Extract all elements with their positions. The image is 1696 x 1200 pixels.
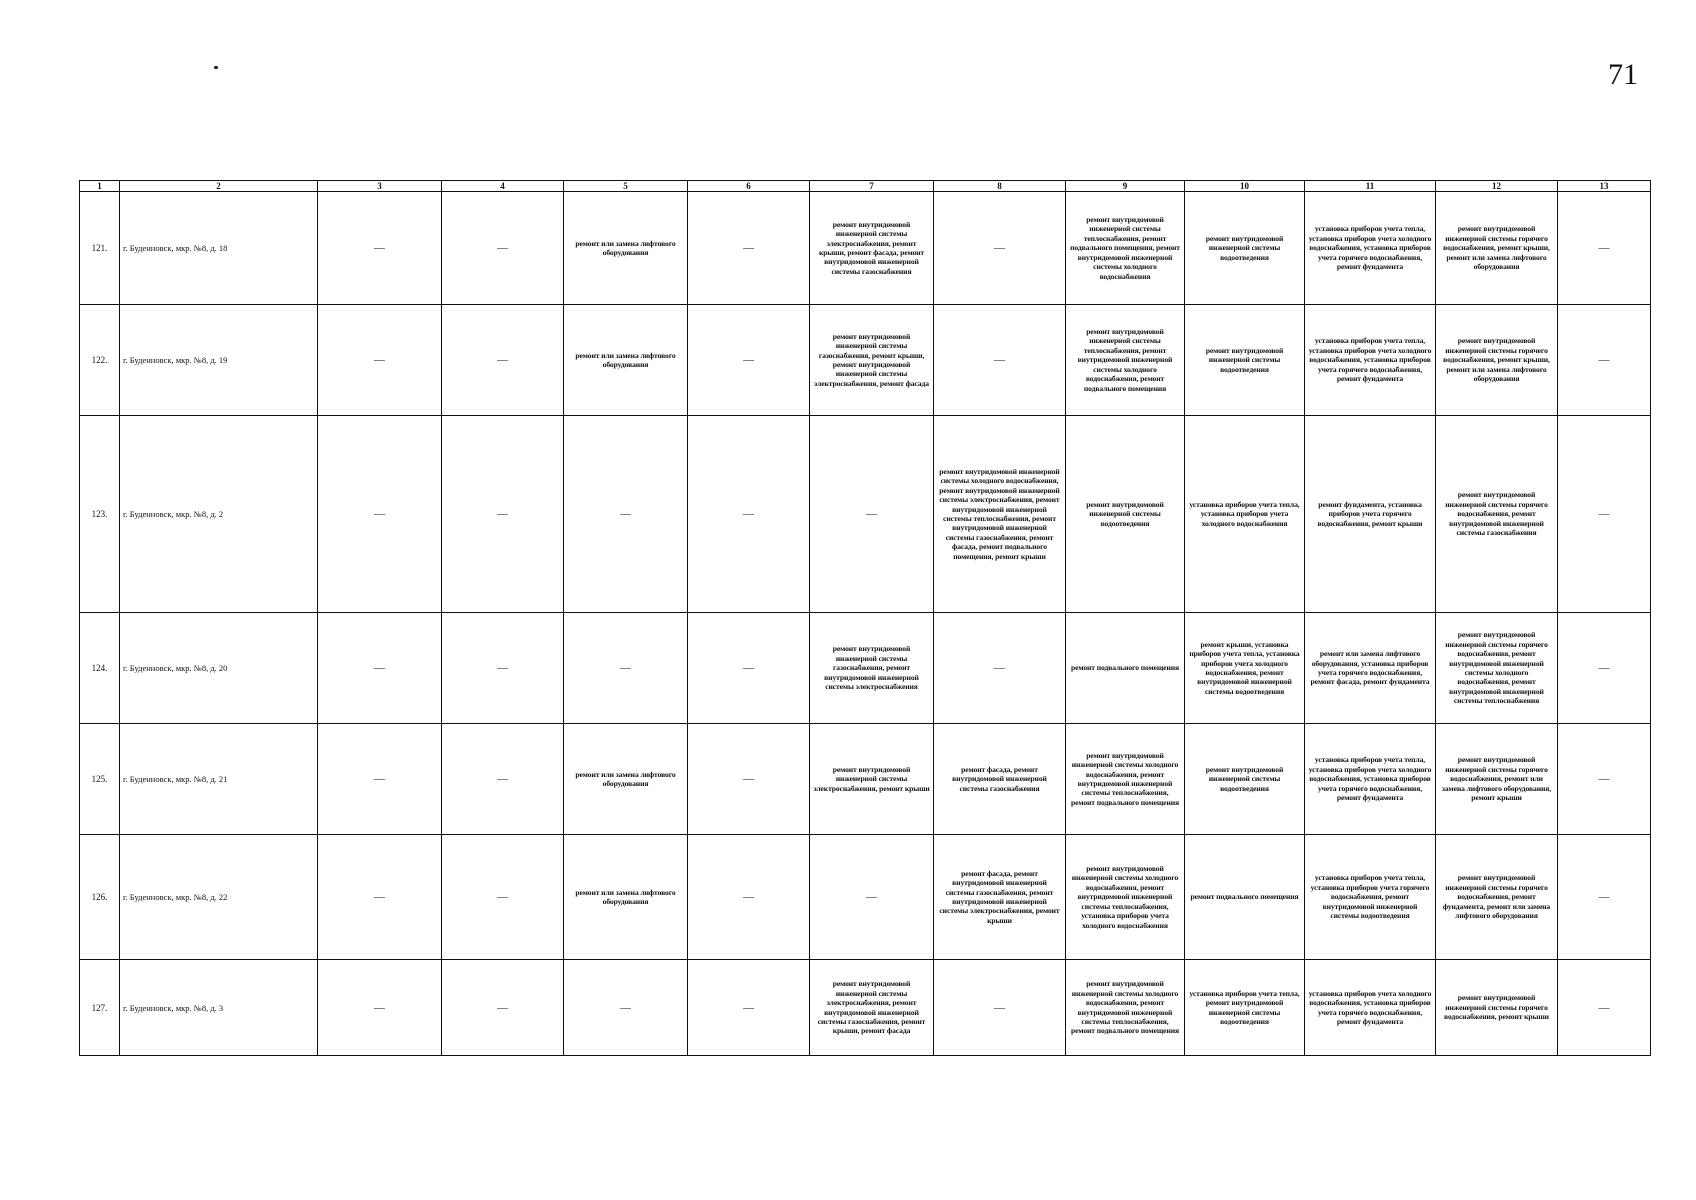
table-row — [80, 192, 1651, 305]
table-cell: — — [442, 416, 564, 613]
table-cell: — — [688, 192, 810, 305]
table-row — [80, 305, 1651, 416]
table-cell: — — [442, 724, 564, 835]
table-cell: ремонт внутридомовой инженерной системы горячего водоснабжения, ремонт или замена лифтового оборудования, ремонт крыши — [1436, 724, 1558, 835]
table-cell: ремонт подвального помещения — [1066, 613, 1185, 724]
table-cell: ремонт внутридомовой инженерной системы газоснабжения, ремонт внутридомовой инженерной системы электроснабжения — [810, 613, 934, 724]
table-cell: — — [1558, 192, 1651, 305]
table-cell: ремонт внутридомовой инженерной системы горячего водоснабжения, ремонт фундамента, ремонт или замена лифтового оборудования — [1436, 835, 1558, 960]
address-cell: г. Буденновск, мкр. №8, д. 21 — [120, 724, 318, 835]
column-number: 8 — [934, 181, 1066, 192]
table-cell: ремонт внутридомовой инженерной системы горячего водоснабжения, ремонт внутридомовой инженерной системы холодного водоснабжения, ремонт внутридомовой инженерной системы теплоснабжения — [1436, 613, 1558, 724]
table-cell: — — [1558, 305, 1651, 416]
table-cell: — — [934, 613, 1066, 724]
table-cell: — — [564, 416, 688, 613]
table-cell: — — [564, 960, 688, 1056]
table-cell: ремонт или замена лифтового оборудования — [564, 724, 688, 835]
table-cell: — — [318, 192, 442, 305]
table-cell: — — [1558, 416, 1651, 613]
address-cell: г. Буденновск, мкр. №8, д. 18 — [120, 192, 318, 305]
table-cell: установка приборов учета тепла, установка приборов учета холодного водоснабжения, установка приборов учета горячего водоснабжения, ремонт фундамента — [1305, 305, 1436, 416]
page-number: 71 — [1608, 58, 1638, 91]
table-cell: — — [564, 613, 688, 724]
column-number: 11 — [1305, 181, 1436, 192]
row-number: 126. — [80, 835, 120, 960]
column-number: 1 — [80, 181, 120, 192]
table-cell: — — [934, 192, 1066, 305]
table-cell: — — [688, 835, 810, 960]
table-cell: — — [1558, 960, 1651, 1056]
table-cell: ремонт фундамента, установка приборов учета горячего водоснабжения, ремонт крыши — [1305, 416, 1436, 613]
repair-schedule-table — [79, 180, 1651, 1056]
table-cell: — — [810, 416, 934, 613]
column-number: 5 — [564, 181, 688, 192]
table-cell: — — [1558, 835, 1651, 960]
table-cell: — — [442, 192, 564, 305]
table-cell: ремонт внутридомовой инженерной системы теплоснабжения, ремонт внутридомовой инженерной системы холодного водоснабжения, ремонт подвального помещения — [1066, 305, 1185, 416]
table-cell: ремонт внутридомовой инженерной системы холодного водоснабжения, ремонт внутридомовой инженерной системы теплоснабжения, ремонт подвального помещения — [1066, 960, 1185, 1056]
table-cell: ремонт внутридомовой инженерной системы горячего водоснабжения, ремонт внутридомовой инженерной системы газоснабжения — [1436, 416, 1558, 613]
table-cell: ремонт внутридомовой инженерной системы горячего водоснабжения, ремонт крыши — [1436, 960, 1558, 1056]
table-cell: ремонт внутридомовой инженерной системы водоотведения — [1066, 416, 1185, 613]
row-number: 125. — [80, 724, 120, 835]
address-cell: г. Буденновск, мкр. №8, д. 2 — [120, 416, 318, 613]
table-cell: ремонт внутридомовой инженерной системы холодного водоснабжения, ремонт внутридомовой инженерной системы электроснабжения, ремонт внутридомовой инженерной системы теплоснабжения, ремонт внутридомовой инженерной системы газоснабжения, ремонт фасада, ремонт подвального помещения, ремонт крыши — [934, 416, 1066, 613]
table-cell: — — [318, 724, 442, 835]
address-cell: г. Буденновск, мкр. №8, д. 20 — [120, 613, 318, 724]
column-number: 9 — [1066, 181, 1185, 192]
table-cell: установка приборов учета тепла, установка приборов учета горячего водоснабжения, ремонт внутридомовой инженерной системы водоотведения — [1305, 835, 1436, 960]
table-cell: — — [1558, 613, 1651, 724]
table-cell: ремонт внутридомовой инженерной системы горячего водоснабжения, ремонт крыши, ремонт или замена лифтового оборудования — [1436, 305, 1558, 416]
table-cell: — — [688, 724, 810, 835]
table-cell: ремонт внутридомовой инженерной системы газоснабжения, ремонт крыши, ремонт внутридомовой инженерной системы электроснабжения, ремонт фасада — [810, 305, 934, 416]
table-row — [80, 724, 1651, 835]
table-cell: — — [442, 960, 564, 1056]
table-cell: — — [810, 835, 934, 960]
column-number: 10 — [1185, 181, 1305, 192]
table-row — [80, 613, 1651, 724]
table-cell: — — [934, 960, 1066, 1056]
column-number: 12 — [1436, 181, 1558, 192]
column-number-row — [80, 181, 1651, 192]
table-cell: установка приборов учета холодного водоснабжения, установка приборов учета горячего водоснабжения, ремонт фундамента — [1305, 960, 1436, 1056]
table-cell: — — [442, 835, 564, 960]
table-cell: ремонт внутридомовой инженерной системы горячего водоснабжения, ремонт крыши, ремонт или замена лифтового оборудования — [1436, 192, 1558, 305]
table-cell: — — [688, 960, 810, 1056]
row-number: 123. — [80, 416, 120, 613]
table-cell: — — [318, 835, 442, 960]
table-cell: ремонт внутридомовой инженерной системы холодного водоснабжения, ремонт внутридомовой инженерной системы теплоснабжения, ремонт подвального помещения — [1066, 724, 1185, 835]
table-cell: — — [318, 305, 442, 416]
column-number: 13 — [1558, 181, 1651, 192]
column-number: 6 — [688, 181, 810, 192]
row-number: 124. — [80, 613, 120, 724]
table-cell: ремонт внутридомовой инженерной системы теплоснабжения, ремонт подвального помещения, ремонт внутридомовой инженерной системы холодного водоснабжения — [1066, 192, 1185, 305]
table-cell: установка приборов учета тепла, установка приборов учета холодного водоснабжения — [1185, 416, 1305, 613]
scan-speck — [214, 66, 218, 69]
table-cell: — — [688, 613, 810, 724]
table-cell: ремонт подвального помещения — [1185, 835, 1305, 960]
table-row — [80, 416, 1651, 613]
table-cell: ремонт или замена лифтового оборудования — [564, 192, 688, 305]
column-number: 4 — [442, 181, 564, 192]
table-cell: ремонт или замена лифтового оборудования, установка приборов учета горячего водоснабжения, ремонт фасада, ремонт фундамента — [1305, 613, 1436, 724]
table-cell: — — [442, 305, 564, 416]
address-cell: г. Буденновск, мкр. №8, д. 22 — [120, 835, 318, 960]
table-cell: установка приборов учета тепла, ремонт внутридомовой инженерной системы водоотведения — [1185, 960, 1305, 1056]
table-cell: — — [442, 613, 564, 724]
table-row — [80, 960, 1651, 1056]
table-cell: — — [688, 305, 810, 416]
table-cell: ремонт крыши, установка приборов учета тепла, установка приборов учета холодного водоснабжения, ремонт внутридомовой инженерной системы водоотведения — [1185, 613, 1305, 724]
table-cell: ремонт или замена лифтового оборудования — [564, 305, 688, 416]
table-cell: — — [318, 960, 442, 1056]
column-number: 3 — [318, 181, 442, 192]
table-row — [80, 835, 1651, 960]
row-number: 122. — [80, 305, 120, 416]
address-cell: г. Буденновск, мкр. №8, д. 3 — [120, 960, 318, 1056]
table-cell: ремонт внутридомовой инженерной системы холодного водоснабжения, ремонт внутридомовой инженерной системы теплоснабжения, установка приборов учета холодного водоснабжения — [1066, 835, 1185, 960]
table-cell: — — [1558, 724, 1651, 835]
table-cell: установка приборов учета тепла, установка приборов учета холодного водоснабжения, установка приборов учета горячего водоснабжения, ремонт фундамента — [1305, 724, 1436, 835]
row-number: 127. — [80, 960, 120, 1056]
table-cell: ремонт или замена лифтового оборудования — [564, 835, 688, 960]
row-number: 121. — [80, 192, 120, 305]
table-cell: ремонт внутридомовой инженерной системы водоотведения — [1185, 305, 1305, 416]
column-number: 2 — [120, 181, 318, 192]
address-cell: г. Буденновск, мкр. №8, д. 19 — [120, 305, 318, 416]
table-cell: ремонт внутридомовой инженерной системы электроснабжения, ремонт крыши — [810, 724, 934, 835]
table-cell: — — [934, 305, 1066, 416]
table-cell: ремонт фасада, ремонт внутридомовой инженерной системы газоснабжения, ремонт внутридомовой инженерной системы электроснабжения, ремонт крыши — [934, 835, 1066, 960]
table-cell: — — [318, 416, 442, 613]
table-cell: ремонт внутридомовой инженерной системы водоотведения — [1185, 192, 1305, 305]
column-number: 7 — [810, 181, 934, 192]
table-cell: ремонт внутридомовой инженерной системы электроснабжения, ремонт внутридомовой инженерной системы газоснабжения, ремонт крыши, ремонт фасада — [810, 960, 934, 1056]
table-cell: установка приборов учета тепла, установка приборов учета холодного водоснабжения, установка приборов учета горячего водоснабжения, ремонт фундамента — [1305, 192, 1436, 305]
table-cell: — — [318, 613, 442, 724]
table-cell: ремонт внутридомовой инженерной системы водоотведения — [1185, 724, 1305, 835]
table-cell: — — [688, 416, 810, 613]
table-cell: ремонт внутридомовой инженерной системы электроснабжения, ремонт крыши, ремонт фасада, ремонт внутридомовой инженерной системы газоснабжения — [810, 192, 934, 305]
table-cell: ремонт фасада, ремонт внутридомовой инженерной системы газоснабжения — [934, 724, 1066, 835]
